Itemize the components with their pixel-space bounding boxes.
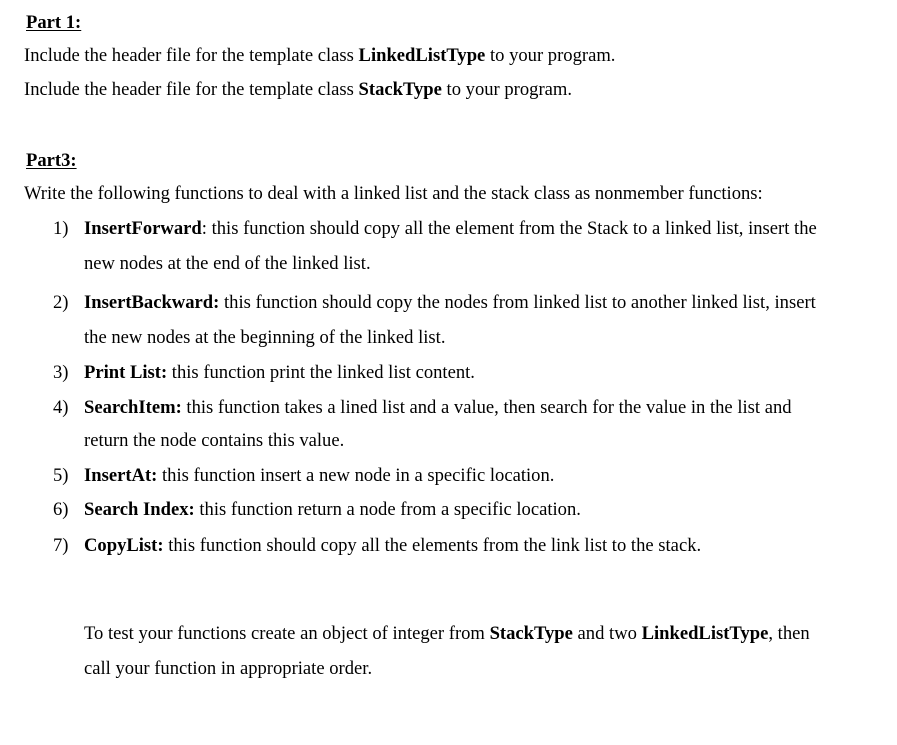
list-item-continuation: new nodes at the end of the linked list.: [84, 253, 371, 274]
class-name-linkedlisttype: LinkedListType: [641, 623, 769, 644]
list-item: SearchItem: this function takes a lined list and a value, then search for the value in the list and: [84, 397, 792, 418]
list-item-number: 5): [53, 465, 69, 486]
function-name: InsertAt:: [84, 465, 158, 486]
part3-heading: Part3:: [26, 150, 77, 171]
function-name: Print List:: [84, 362, 168, 383]
list-item-number: 3): [53, 362, 69, 383]
list-item-continuation: return the node contains this value.: [84, 430, 345, 451]
list-item-number: 6): [53, 499, 69, 520]
list-item-number: 4): [53, 397, 69, 418]
function-name: InsertBackward:: [84, 292, 220, 313]
closing-paragraph-line2: call your function in appropriate order.: [84, 658, 373, 679]
function-name: CopyList:: [84, 535, 164, 556]
function-name: Search Index:: [84, 499, 195, 520]
list-item-number: 7): [53, 535, 69, 556]
part1-line1: Include the header file for the template class LinkedListType to your program.: [24, 45, 616, 66]
function-name: SearchItem:: [84, 397, 182, 418]
closing-paragraph-line1: To test your functions create an object of integer from StackType and two LinkedListType, then: [84, 623, 810, 644]
part1-heading: Part 1:: [26, 12, 82, 33]
list-item: Search Index: this function return a node from a specific location.: [84, 499, 581, 520]
part1-line2: Include the header file for the template class StackType to your program.: [24, 79, 573, 100]
part3-intro: Write the following functions to deal with a linked list and the stack class as nonmember functions:: [24, 183, 763, 204]
list-item-number: 1): [53, 218, 69, 239]
list-item: CopyList: this function should copy all the elements from the link list to the stack.: [84, 535, 702, 556]
list-item: InsertBackward: this function should copy the nodes from linked list to another linked list, insert: [84, 292, 816, 313]
class-name-stacktype: StackType: [358, 79, 442, 100]
class-name-stacktype: StackType: [489, 623, 573, 644]
list-item: InsertAt: this function insert a new node in a specific location.: [84, 465, 555, 486]
list-item: Print List: this function print the linked list content.: [84, 362, 475, 383]
list-item-continuation: the new nodes at the beginning of the linked list.: [84, 327, 446, 348]
list-item-number: 2): [53, 292, 69, 313]
class-name-linkedlisttype: LinkedListType: [358, 45, 486, 66]
list-item: InsertForward: this function should copy all the element from the Stack to a linked list, insert the: [84, 218, 817, 239]
function-name: InsertForward: [84, 218, 202, 239]
